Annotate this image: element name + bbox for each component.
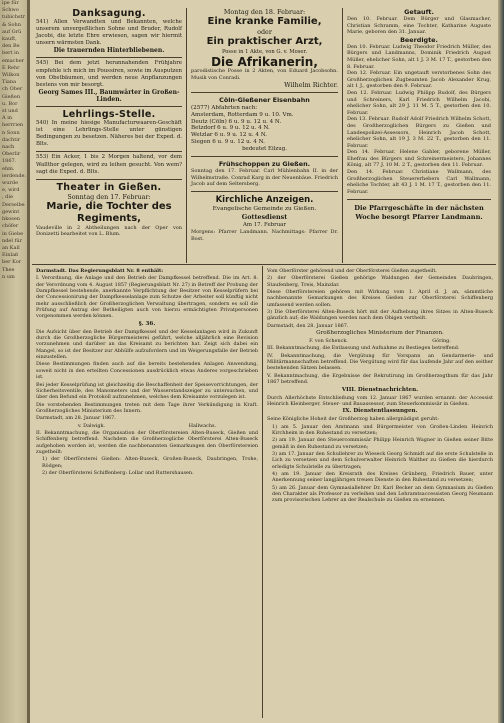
binding-text-fragment: den Be	[2, 43, 20, 50]
baptized-entry: Den 10. Februar. Dem Bürger und Glasmacher, Christian Schramm, eine Tochter, Katharine Auguste Marie, geboren den 31. Januar.	[347, 16, 491, 36]
left-binding-fragment	[0, 0, 28, 723]
binding-text-fragment: e, wird	[2, 187, 20, 194]
railway-row: Deutz (Cöln) 6 u. 9 u. 12 u. 4 N.	[191, 118, 282, 125]
church-service: Gottesdienst	[241, 212, 288, 221]
play-note-2: parodistische Posse in 2 Akten, von Eduard Jacobsohn. Musik von Conradi.	[191, 68, 338, 81]
binding-text-fragment: Schwo	[2, 7, 19, 14]
play-note-1: Posse in 1 Akte, von G. v. Moser.	[221, 49, 308, 55]
railway-row: Wetzlar 6 u. 9 u. 12 u. 4 N.	[191, 131, 268, 138]
burial-entry: Den 12. Februar. Ein ungetauft verstorbenes Sohn des Großherzoglichen Zugbeamten Jacob Alexander Krug, alt 1 J., gestorben den 9. Februar.	[347, 70, 491, 90]
column-rule-1	[186, 8, 187, 263]
signature: Hallwachs.	[188, 422, 217, 429]
article-lead: Darmstadt. Das Regierungsblatt Nr. 8 enthält:	[36, 268, 164, 274]
binding-text-fragment: ipe für	[2, 0, 19, 6]
ad-theater	[36, 182, 182, 238]
article-paragraph: Die Aufsicht über den Betrieb der Dampfkessel und der Kesselanlagen wird in Zukunft durch die Großherzogliche Bürgermeisterei geführt, welche alljährlich eine Revision vorzunehmen und darüber an das Kreisamt zu berichten hat. Zeigt sich dabei ein Mangel, so ist der Besitzer zur Abhülfe aufzufordern und im Weigerungsfalle der Betrieb einzustellen.	[36, 328, 258, 361]
baptized-heading: Getauft.	[404, 8, 434, 16]
divider	[347, 199, 491, 200]
theater-date-2: Montag den 18. Februar:	[223, 8, 306, 16]
column-civil-register	[347, 8, 491, 221]
railway-heading: Cöln-Gießener Eisenbahn	[219, 96, 310, 105]
article-paragraph: V. Bekanntmachung, die Ergebnisse der Rekrutirung im Großherzogthum für das Jahr 1867 betreffend.	[267, 372, 493, 386]
binding-text-fragment: ber Kor	[2, 259, 22, 266]
article-paragraph: Seine Königliche Hoheit der Großherzog haben allergnädigst geruht:	[267, 416, 439, 423]
article-dateline: Darmstadt, den 28. Januar 1867.	[267, 322, 349, 329]
ad-heading: Lehrlings-Stelle.	[62, 109, 156, 121]
divider	[191, 191, 338, 192]
article-paragraph: I. Verordnung, die Anlage und den Betrieb der Dampfkessel betreffend. Die im Art. 8. der Verordnung vom 4. August 1857 (Regierungsblatt Nr. 27) in Betreff der Probung der Dampfkessel bestehende, anerkannte Verpflichtung der Besitzer von Kesselprüfern bei der Concessionirung der Dampfkesselanlage zum Schutze der Arbeiter soll künftig nicht mehr ausschließlich der Großherzoglichen Verwaltung übertragen, sondern es soll die Prüfung auf Antrag der Betheiligten auch von hierzu ermächtigten Privatpersonen vorgenommen werden können.	[36, 275, 258, 320]
binding-text-fragment: Tiana	[2, 79, 17, 86]
article-paragraph: Bei jeder Kesselprüfung ist gleichzeitig die Beschaffenheit der Speisevorrichtungen, der Sicherheitsventile, des Manometers und der Wasserstandszeiger zu untersuchen, und über den Befund ein Protokoll aufzunehmen, welches dem Kreisamte vorzulegen ist.	[36, 381, 258, 401]
ad-baumwaerter	[36, 60, 182, 103]
lower-right-regierungsblatt	[267, 268, 493, 505]
church-date: Am 17. Februar	[243, 221, 286, 228]
article-paragraph: Vom Oberförster gehörend und der Oberförsterei Gießen zugetheilt.	[267, 268, 437, 274]
signature-row	[36, 423, 258, 430]
ad-text: 553) Ein Acker, 1 bis 2 Morgen haltend, vor dem Wallthor gelegen, wird zu leihen gesucht. Von wem? sagt die Exped. d. Blts.	[36, 154, 182, 175]
article-paragraph: Durch Allerhöchste Entschließung vom 12. Januar 1867 wurden ernannt: der Accessist Heinrich Kleinberger, Steuer- und Bauassessor, zum Steuerkommissär in Gießen.	[267, 394, 493, 407]
binding-text-fragment: hkosen	[2, 216, 21, 223]
church-sub: Evangelische Gemeinde zu Gießen.	[212, 205, 317, 212]
play-title-1: Eine kranke Familie,	[207, 16, 322, 27]
binding-text-fragment: chöfer	[2, 223, 19, 230]
binding-text-fragment: dachtir	[2, 136, 21, 143]
binding-text-fragment: Wilkon	[2, 72, 20, 79]
ad-heading: Theater in Gießen.	[56, 181, 162, 193]
article-paragraph: IV. Bekanntmachung, die Vergütung für Vorspann an Gendarmerie- und Militärmannschaften betreffend. Die Vergütung wird für das laufende Jahr auf den seither bestehenden Sätzen belassen.	[267, 352, 493, 372]
ministry-name: Großherzogliches Ministerium der Finanzen.	[316, 330, 444, 337]
ad-lehrlings-stelle	[36, 109, 182, 148]
signature-row	[267, 338, 493, 345]
column-advertisements	[36, 8, 182, 241]
binding-text-fragment: n um	[2, 273, 15, 280]
church-text: Morgens: Pfarrer Landmann. Nachmittags: Pfarrer Dr. Bost.	[191, 228, 338, 242]
binding-text-fragment: u. Bor	[2, 100, 18, 107]
church-heading: Kirchliche Anzeigen.	[215, 194, 314, 205]
signature: Göring.	[432, 338, 451, 345]
binding-text-fragment: tubichstr	[2, 14, 26, 21]
article-list-item: 4) am 19. Januar den Kreisrath des Kreises Grünberg, Friedrich Bauer, unter Anerkennung seiner langjährigen treuen Dienste in den Ruhestand zu versetzen;	[272, 470, 493, 484]
section-heading: VIII. Dienstnachrichten.	[341, 386, 419, 393]
theater-play-note: Vaudeville in 2 Abtheilungen nach der Oper von Donizetti bearbeitet von L. Blum.	[36, 224, 182, 238]
railway-sub: (2577) Abfahrten nach:	[191, 105, 258, 112]
binding-text-fragment: wurde	[2, 180, 19, 187]
article-paragraph: 3) Die Oberförsterei Alten-Buseck hört mit der Aufhebung ihres Sitzes in Alten-Buseck gänzlich auf; die Waldungen werden nach dem Obigen vertheilt.	[267, 309, 493, 322]
binding-text-fragment: auf Grü	[2, 28, 22, 35]
burial-entry: Den 12. Februar. Ludwig Philipp Rudolf, des Bürgers und Schreiners, Karl Friedrich Wilhelm Jacobi, ehelicher Sohn, alt 29 J. 11 M. 5 T., gestorben den 10. Februar.	[347, 89, 491, 116]
railway-row: Betzdorf 6 u. 9 u. 12 u. 4 N.	[191, 125, 270, 132]
ad-danksagung	[36, 8, 182, 54]
article-paragraph: III. Bekanntmachung, die Entlassung und Aufnahme zu Bestiegen betreffend.	[267, 345, 460, 352]
ad-divider	[36, 106, 182, 107]
binding-text-fragment: ierdende.	[2, 172, 27, 179]
article-paragraph: Die vorstehenden Bestimmungen treten mit dem Tage ihrer Verkündigung in Kraft. Großherzogliches Ministerium des Innern.	[36, 401, 258, 414]
binding-text-fragment: ndel für	[2, 237, 23, 244]
burial-entry: Den 10. Februar. Ludwig Theodor Friedrich Müller, des Bürgers und Landmanns, Dominik Friedrich August Müller, ehelicher Sohn, alt 1 J. 3 M. 17 T., gestorben den 8. Februar.	[347, 43, 491, 70]
article-list-item: 3) am 17. Januar den Schullehrer zu Wieseck Georg Schmidt auf die erste Schulstelle in Lich zu versetzen und dem Schulverwalter Heinrich Walther zu Gießen die hierdurch erledigte Schulstelle zu übertragen;	[272, 450, 493, 470]
theater-signature: Wilhelm Richter.	[284, 81, 338, 90]
article-dateline: Darmstadt, am 28. Januar 1867.	[36, 415, 116, 422]
signature: F. von Schenck.	[309, 338, 348, 345]
column-rule-lower	[262, 266, 263, 718]
ad-signature: Die trauernden Hinterbliebenen.	[53, 47, 165, 55]
binding-text-fragment: kauft,	[2, 36, 17, 43]
binding-text-fragment: ch Ober	[2, 86, 23, 93]
fruehschoppen-heading: Frühschoppen zu Gießen.	[218, 160, 311, 169]
binding-text-fragment: A in	[2, 115, 13, 122]
article-list-item: 1) der Oberförsterei Gießen: Alten-Buseck, Großen-Buseck, Daubringen, Trohe, Rödgen;	[42, 456, 258, 469]
binding-text-fragment: Einlaß	[2, 252, 19, 259]
article-paragraph: Diese Oberförstereien gehören mit Wirkung vom 1. April d. J. an, sämmtliche nachbenannte Gemarkungen des Kreises Gießen zur Oberförsterei Schiffenberg umfassend werden sollen.	[267, 289, 493, 308]
column-theater-rail-church	[191, 8, 338, 242]
binding-text-fragment: ehm.	[2, 165, 15, 172]
railway-footnote: bedeutet Eilzug.	[242, 146, 287, 153]
binding-text-fragment: Derselbe	[2, 201, 25, 208]
burial-entry: Den 13. Februar. Rudolf Adolf Friedrich Wilhelm Schott, des Großherzoglichen Bürgers zu Gießen und Landespolizei-Assessors, Heinrich Jacob Schott, ehelicher Sohn, alt 19 J. 3 M. 22 T., gestorben den 11. Februar.	[347, 116, 491, 149]
theater-play-title: Marie, die Tochter des Regiments,	[46, 200, 172, 224]
binding-text-fragment: Oberlir	[2, 151, 21, 158]
page-gutter	[27, 0, 30, 723]
article-paragraph: Diese Bestimmungen finden auch auf die bereits bestehenden Anlagen Anwendung, soweit nicht in den erteilten Concessionen ausdrücklich etwas Anderes vorgeschrieben ist.	[36, 361, 258, 381]
binding-text-fragment: herrrien	[2, 122, 24, 129]
article-paragraph: II. Bekanntmachung, die Organisation der Oberförstereien Alten-Buseck, Gießen und Schiffenberg betreffend. Nachdem die Großherzogliche Oberförsterei Alten-Buseck aufgehoben worden ist, werden die nachbenannten Gemarkungen den Oberförstereien zugetheilt:	[36, 429, 258, 455]
ad-divider	[36, 179, 182, 180]
theater-date: Sonntag den 17. Februar:	[67, 192, 151, 201]
article-list-item: 5) am 26. Januar dem Gymnasiallehrer Dr. Karl Becker an dem Gymnasium zu Gießen den Charakter als Professor zu verleihen und den Lehramtsaccessisten Georg Neumann zum provisorischen Lehrer an der Realschule zu Gießen zu ernennen.	[272, 484, 493, 504]
lower-left-regierungsblatt	[36, 268, 258, 477]
column-rule-2	[342, 8, 343, 263]
paragraph-number: §. 36.	[138, 320, 156, 327]
railway-row: Siegen 6 u. 9 u. 12 u. 4 N.	[191, 138, 265, 145]
binding-text-fragment: & Sohn	[2, 21, 21, 28]
binding-text-fragment: , die	[2, 194, 13, 201]
section-heading: IX. Dienstentlassungen.	[342, 408, 418, 415]
binding-text-fragment: n Sonn	[2, 129, 20, 136]
binding-text-fragment: in Giebe	[2, 230, 24, 237]
play-title-3: Die Afrikanerin,	[211, 55, 318, 69]
section-divider	[32, 264, 496, 265]
pastor-notice: Die Pfarrgeschäfte in der nächsten Woche besorgt Pfarrer Landmann.	[354, 204, 484, 221]
burial-entry: Den 14. Februar. Christiane Wallmann, des Großherzoglichen Steuererhebers Carl Wallmann, eheliche Tochter, alt 43 J. 1 M. 17 T., gestorben den 11. Februar.	[347, 169, 491, 195]
ad-signature: Georg Sames III., Baumwärter in Großen-Linden.	[38, 88, 180, 103]
ad-text: 541) Allen Verwandten und Bekannten, welche unserem unvergeßlichen Sohne und Bruder, Rudolf Jacobi, die letzte Ehre erwiesen, sagen wir hiermit unsern wärmsten Dank.	[36, 19, 182, 47]
signature: v. Dalwigk.	[77, 422, 105, 429]
burials-heading: Beerdigte.	[400, 35, 438, 44]
ad-text: 540) In meine hiesige Manufacturwaaren-Geschäft ist eine Lehrlings-Stelle unter günstigen Bedingungen zu besetzen. Näheres bei der Exped. d. Blts.	[36, 120, 182, 148]
divider	[191, 156, 338, 157]
article-list-item: 2) der Oberförsterei Schiffenberg: Lollar und Ruttershausen.	[42, 469, 194, 476]
burial-entry: Den 14. Februar. Helene Gahler, geborene Müller, Ehefrau des Bürgers und Schreinermeisters, Johannes König, alt 77 J. 10 M. 2 T., gestorben den 11. Februar.	[347, 149, 491, 169]
divider	[191, 92, 338, 93]
ad-divider	[36, 151, 182, 152]
binding-text-fragment: nach	[2, 144, 15, 151]
play-title-2: Ein praktischer Arzt,	[206, 36, 323, 47]
ad-acker	[36, 154, 182, 175]
binding-text-fragment: bert in	[2, 50, 19, 57]
ad-heading: Danksagung.	[72, 8, 146, 19]
binding-text-fragment: Thee	[2, 266, 15, 273]
play-oder: oder	[257, 28, 272, 36]
page-right-edge	[498, 0, 504, 723]
binding-text-fragment: Gießen	[2, 93, 21, 100]
ad-text: 545) Bei dem jetzt herannahenden Frühjahre empfehle ich mich im Poussiren, sowie im Ausputzen von Obstbäumen, und werden neue Anpflanzungen bestens von mir besorgt.	[36, 60, 182, 88]
article-list-item: 1) am 5. Januar den Amtmann und Bürgermeister von Großen-Linden Heinrich Kirchheim in den Ruhestand zu versetzen;	[272, 423, 493, 436]
binding-text-fragment: emacher	[2, 57, 25, 64]
railway-timetable	[191, 112, 338, 145]
article-list-item: 2) am 19. Januar den Steuercommissär Philipp Heinrich Wagner in Gießen seiner Bitte gemäß in den Ruhestand zu versetzen;	[272, 437, 493, 450]
binding-text-fragment: an Kall	[2, 244, 20, 251]
fruehschoppen-text: Sonntag den 17. Februar. Carl Mühlenbahn II. in der Wilhelmstraße. Conrad Karg in der Neuenbäue. Friedrich Jacob auf dem Seltersberg.	[191, 168, 338, 188]
article-paragraph: 2) der Oberförsterei Gießen gehörige Waldungen der Gemeinden Daubringen, Staufenberg, Treis, Mainzlar.	[267, 275, 493, 288]
binding-text-fragment: gewint	[2, 208, 20, 215]
binding-text-fragment: E Rehr	[2, 64, 20, 71]
railway-row: Amsterdam, Rotterdam 9 u. 10. Vm.	[191, 112, 294, 119]
binding-text-fragment: st und	[2, 108, 18, 115]
ad-divider	[36, 57, 182, 58]
binding-text-fragment: 1867.	[2, 158, 17, 165]
